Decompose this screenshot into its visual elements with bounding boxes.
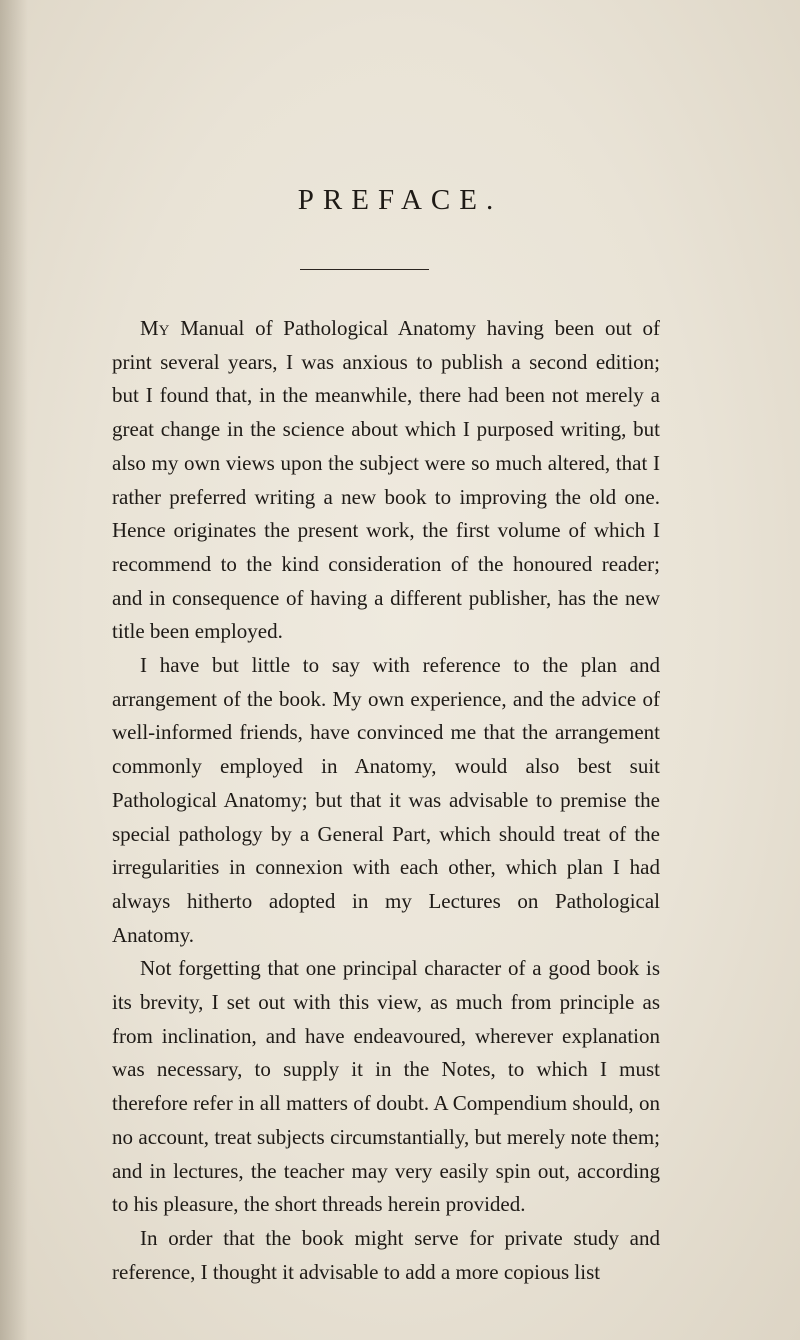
- paragraph-1-text: Manual of Pathological Anatomy having been out of print several years, I was anxious to publish a second edition; but I found that, in the meanwhile, there had been not merely a great change in the science about which I purposed writing, but also my own views upon the subject were so much altered, that I rather preferred writing a new book to improving the old one. Hence originates the present work, the first volume of which I recommend to the kind consideration of the honoured reader; and in consequence of having a different publisher, has the new title been employed.: [112, 316, 660, 644]
- paragraph-3: Not forgetting that one principal character of a good book is its brevity, I set out with this view, as much from principle as from inclination, and have endeavoured, wherever explanation was necessary, to supply it in the Notes, to which I must therefore refer in all matters of doubt. A Compendium should, on no account, treat subjects circumstantially, but merely note them; and in lectures, the teacher may very easily spin out, according to his pleasure, the short threads herein provided.: [112, 956, 660, 1217]
- paragraph-1: [112, 312, 660, 649]
- preface-body: [112, 312, 660, 1289]
- paragraph-2: I have but little to say with reference to the plan and arrangement of the book. My own experience, and the advice of well-informed friends, have convinced me that the arrangement commonly employed in Anatomy, would also best suit Pathological Anatomy; but that it was advisable to premise the special pathology by a General Part, which should treat of the irregularities in connexion with each other, which plan I had always hitherto adopted in my Lectures on Pathological Anatomy.: [112, 653, 660, 947]
- preface-heading: PREFACE.: [297, 184, 503, 216]
- paragraph-1-lead-word: My: [140, 316, 170, 340]
- paragraph-4: In order that the book might serve for private study and reference, I thought it advisable to add a more copious list: [112, 1225, 660, 1284]
- heading-rule: [300, 269, 429, 270]
